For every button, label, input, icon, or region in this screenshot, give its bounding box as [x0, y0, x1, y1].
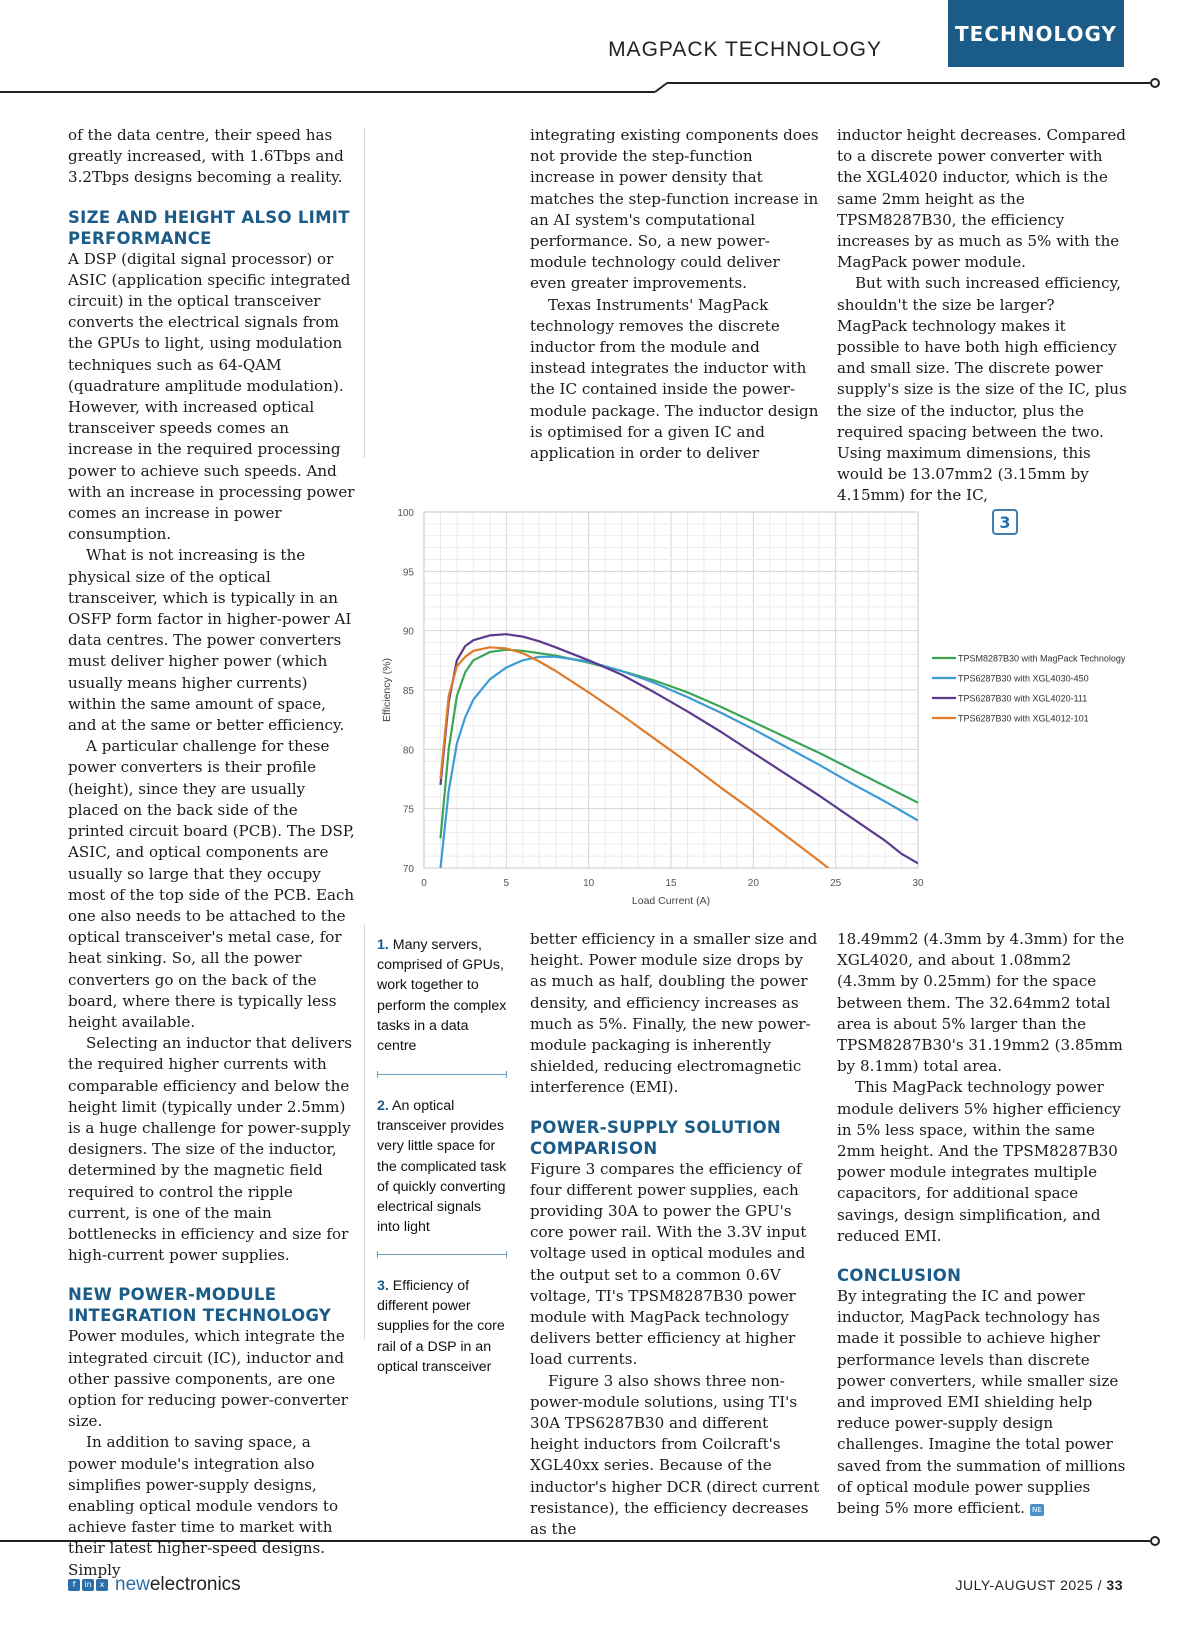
x-tick-label: 15 [665, 878, 677, 889]
x-axis-label: Load Current (A) [631, 895, 711, 907]
x-tick-label: 10 [583, 878, 595, 889]
x-tick-label: 30 [912, 878, 924, 889]
column-3-top [837, 125, 1127, 507]
caption-number: 2. [377, 1098, 389, 1114]
y-tick-label: 80 [402, 745, 414, 757]
paragraph: 18.49mm2 (4.3mm by 4.3mm) for the XGL4020, and about 1.08mm2 (4.3mm by 0.25mm) for the space between them. The 32.64mm2 total area is about 5% larger than the TPSM8287B30's 31.19mm2 (3.85mm by 8.1mm) total area. [837, 930, 1125, 1076]
page-number: 33 [1106, 1577, 1123, 1593]
paragraph: of the data centre, their speed has greatly increased, with 1.6Tbps and 3.2Tbps designs becoming a reality. [68, 126, 344, 187]
x-tick-label: 0 [421, 878, 427, 889]
footer-issue [956, 1577, 1123, 1593]
caption-text: An optical transceiver provides very little space for the complicated task of quickly converting electrical signals into light [377, 1098, 507, 1236]
y-tick-label: 85 [402, 686, 414, 697]
paragraph: A particular challenge for these power converters is their profile (height), since they are usually placed on the back side of the printed circuit board (PCB). The DSP, ASIC, and optical components are usually so large that they occupy most of the top side of the PCB. Each one also needs to be attached to the optical transceiver's metal case, for heat sinking. So, all the power converters go on the back of the board, where there is typically less height available. [68, 737, 355, 1031]
paragraph: Figure 3 also shows three non-power-module solutions, using TI's 30A TPS6287B30 and different height inductors from Coilcraft's XGL40xx series. Because of the inductor's higher DCR (direct current resistance), the efficiency decreases as the [530, 1371, 820, 1539]
brand-electronics: electronics [149, 1574, 241, 1595]
facebook-icon[interactable]: f [68, 1579, 80, 1591]
paragraph: Power modules, which integrate the integrated circuit (IC), inductor and other passive components, are one option for reducing power-converter size. [68, 1327, 348, 1431]
legend-label: TPS6287B30 with XGL4020-111 [958, 693, 1088, 704]
paragraph: inductor height decreases. Compared to a discrete power converter with the XGL4020 inductor, which is the same 2mm height as the TPSM8287B30, the efficiency increases by as much as 5% with the MagPack power module. [837, 126, 1126, 272]
column-1 [68, 125, 356, 1581]
subheading: SIZE AND HEIGHT ALSO LIMIT PERFORMANCE [68, 207, 350, 248]
y-tick-label: 90 [402, 626, 414, 638]
section-title: MAGPACK TECHNOLOGY [608, 38, 882, 61]
figure-number-badge: 3 [992, 509, 1018, 535]
caption-number: 1. [377, 937, 389, 953]
paragraph [837, 1286, 1127, 1519]
caption-separator [377, 1074, 507, 1075]
x-tick-label: 20 [747, 878, 759, 889]
series-line [441, 634, 919, 863]
y-axis-label: Efficiency (%) [381, 658, 393, 722]
header-rule [0, 78, 1200, 94]
column-2-bottom [530, 929, 820, 1540]
column-divider [364, 925, 365, 1340]
caption-text: Many servers, comprised of GPUs, work together to perform the complex tasks in a data centre [377, 937, 507, 1055]
caption-number: 3. [377, 1278, 389, 1294]
legend-label: TPS6287B30 with XGL4012-101 [958, 713, 1089, 724]
paragraph: Selecting an inductor that delivers the required higher currents with comparable efficiency and below the height limit (typically under 2.5mm) is a huge challenge for power-supply designers. The size of the inductor, determined by the magnetic field required to control the ripple current, is one of the main bottlenecks in efficiency and size for high-current power supplies. [68, 1034, 352, 1265]
subheading: NEW POWER-MODULE INTEGRATION TECHNOLOGY [68, 1285, 332, 1326]
caption-1 [377, 935, 507, 1056]
issue-date: JULY-AUGUST 2025 [955, 1577, 1094, 1593]
column-3-bottom [837, 929, 1127, 1519]
caption-separator [377, 1254, 507, 1255]
paragraph: This MagPack technology power module delivers 5% higher efficiency in 5% less space, within the same 2mm height. And the TPSM8287B30 power module integrates multiple capacitors, for additional space savings, design simplification, and reduced EMI. [837, 1078, 1121, 1245]
y-tick-label: 100 [397, 508, 414, 519]
y-tick-label: 75 [402, 804, 414, 816]
efficiency-chart [372, 490, 1182, 910]
y-tick-label: 70 [402, 864, 414, 875]
paragraph: In addition to saving space, a power module's integration also simplifies power-supply designs, enabling optical module vendors to achieve faster time to market with their latest higher-speed designs. Simply [68, 1433, 339, 1579]
column-2-top [530, 125, 820, 464]
x-tick-label: 25 [830, 878, 842, 889]
linkedin-icon[interactable]: in [82, 1579, 94, 1591]
footer-brand[interactable] [68, 1574, 241, 1596]
paragraph: Figure 3 compares the efficiency of four different power supplies, each providing 30A to power the GPU's core power rail. With the 3.3V input voltage used in optical modules and the output set to a common 0.6V voltage, TI's TPSM8287B30 power module with MagPack technology delivers better efficiency at higher load currents. [530, 1159, 807, 1369]
paragraph: integrating existing components does not provide the step-function increase in power density that matches the step-function increase in an AI system's computational performance. So, a new power-module technology could deliver even greater improvements. [530, 126, 819, 293]
paragraph: Texas Instruments' MagPack technology removes the discrete inductor from the module and instead integrates the inductor with the IC contained inside the power-module package. The inductor design is optimised for a given IC and application in order to deliver [530, 295, 819, 463]
brand-new: new [115, 1574, 150, 1595]
paragraph: better efficiency in a smaller size and height. Power module size drops by as much as half, doubling the power density, and efficiency increases as much as 5%. Finally, the new power-module packaging is inherently shielded, reducing electromagnetic interference (EMI). [530, 930, 818, 1097]
subheading: POWER-SUPPLY SOLUTION COMPARISON [530, 1117, 782, 1158]
caption-2 [377, 1096, 507, 1237]
issue-separator: / [1097, 1577, 1103, 1593]
footer-rule [0, 1534, 1200, 1548]
subheading: CONCLUSION [837, 1266, 962, 1286]
legend-label: TPSM8287B30 with MagPack Technology [958, 653, 1126, 664]
paragraph: A DSP (digital signal processor) or ASIC (application specific integrated circuit) in the optical transceiver converts the electrical signals from the GPUs to light, using modulation techniques such as 64-QAM (quadrature amplitude modulation). However, with increased optical transceiver speeds comes an increase in the required processing power to achieve such speeds. And with an increase in processing power comes an increase in power consumption. [68, 249, 355, 544]
column-divider [364, 128, 365, 458]
paragraph-text: By integrating the IC and power inductor, MagPack technology has made it possible to achieve higher performance levels than discrete power converters, while smaller size and improved EMI shielding help reduce power-supply design challenges. Imagine the total power saved from the summation of millions of optical module power supplies being 5% more efficient. [837, 1287, 1126, 1518]
section-tab[interactable]: TECHNOLOGY [948, 0, 1124, 67]
x-icon[interactable]: x [96, 1579, 108, 1591]
caption-text: Efficiency of different power supplies for the core rail of a DSP in an optical transceiver [377, 1278, 505, 1375]
paragraph: But with such increased efficiency, shouldn't the size be larger? MagPack technology makes it possible to have both high efficiency and small size. The discrete power supply's size is the size of the IC, plus the size of the inductor, plus the required spacing between the two. Using maximum dimensions, this would be 13.07mm2 (3.15mm by 4.15mm) for the IC, [837, 274, 1127, 505]
paragraph: What is not increasing is the physical size of the optical transceiver, which is typically in an OSFP form factor in higher-power AI data centres. The power converters must deliver higher power (which usually means higher currents) within the same amount of space, and at the same or better efficiency. [68, 546, 352, 735]
x-tick-label: 5 [503, 878, 510, 889]
end-mark-icon: NE [1030, 1504, 1044, 1516]
legend-label: TPS6287B30 with XGL4030-450 [958, 673, 1089, 684]
caption-3 [377, 1276, 507, 1377]
y-tick-label: 95 [402, 567, 414, 579]
